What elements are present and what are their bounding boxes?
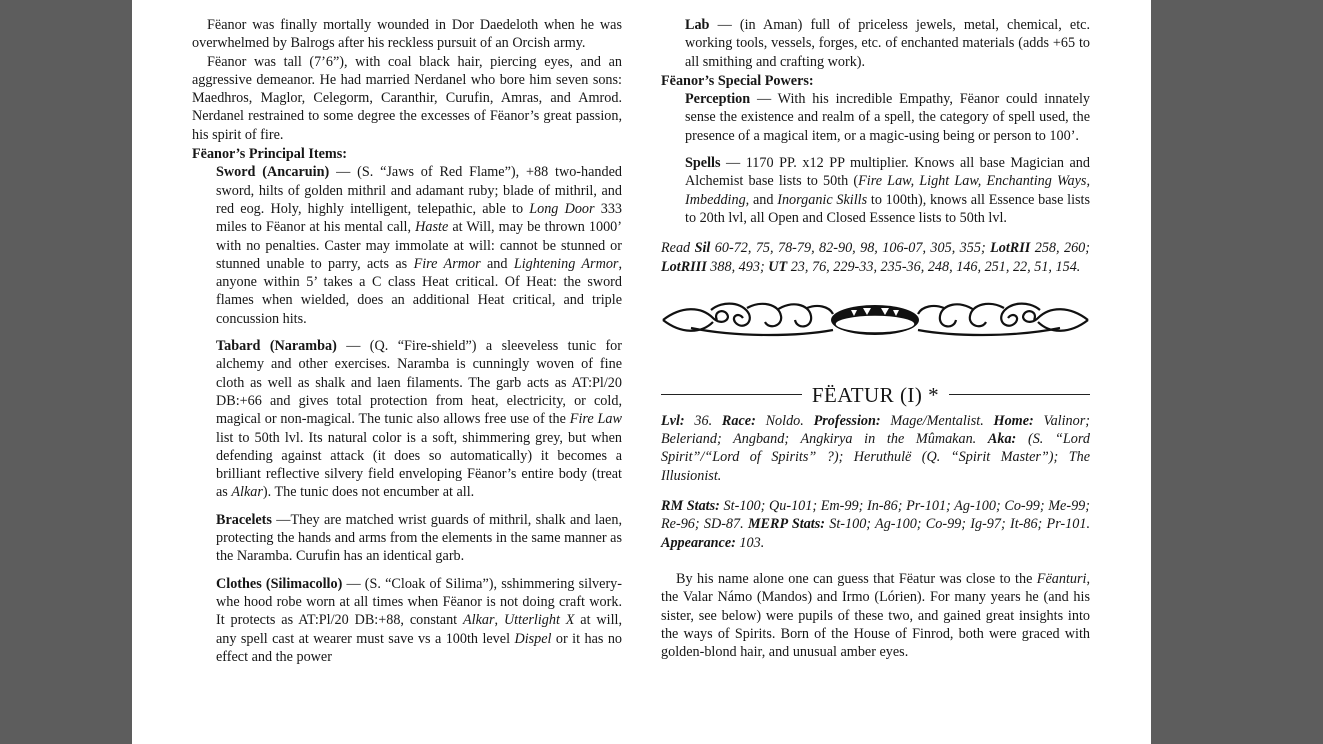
left-column <box>192 16 622 666</box>
item-name: Clothes (Silimacollo) <box>216 575 343 592</box>
item-sword: Sword (Ancaruin) — (S. “Jaws of Red Flame”), +88 two-handed sword, hilts of golden mithril and adamant ruby; blade of mithril, and red eog. Holy, highly intelligent, telepathic, able to Long Door 333 miles to Fëanor at his mental call, Haste at Will, may be thrown 1000’ with no penalties. Caster may immolate at will: cannot be stunned or stunned unable to parry, acts as Fire Armor and Lightening Armor, anyone within 5’ takes a C class Heat critical. Of Heat: the sword flames when wielded, does an additional Heat critical, and triple concussion hits. <box>216 164 623 327</box>
item-name: Bracelets <box>216 511 272 528</box>
document-page <box>132 0 1151 744</box>
item-name: Lab <box>685 17 710 33</box>
decorative-ornament-divider <box>661 298 1090 342</box>
title-rule-right <box>949 394 1090 395</box>
item-name: Spells <box>685 155 721 172</box>
item-bracelets: Bracelets —They are matched wrist guards of mithril, shalk and laen, protecting the hands and arms from the elements in the same manner as the Naramba. Curufin has an identical garb. <box>216 511 622 565</box>
item-clothes: Clothes (Silimacollo) — (S. “Cloak of Silima”), sshimmering silvery-whe hood robe worn at all times when Fëanor is not doing craft work. It protects as AT:Pl/20 DB:+88, constant Alkar, Utterlight X at will, any spell cast at wearer must save vs a 100th level Dispel or it has no effect and the power <box>216 575 623 665</box>
character-stats: RM Stats: St-100; Qu-101; Em-99; In-86; Pr-101; Ag-100; Co-99; Me-99; Re-96; SD-87. MERP Stats: St-100; Ag-100; Co-99; Ig-97; It-86; Pr-101. Appearance: 103. <box>661 498 1090 551</box>
item-name: Sword (Ancaruin) <box>216 164 330 181</box>
scroll-ornament-icon <box>661 298 1090 342</box>
power-spells: Spells — 1170 PP. x12 PP multiplier. Knows all base Magician and Alchemist base lists to 50th (Fire Law, Light Law, Enchanting Ways, Imbedding, and Inorganic Skills to 100th), knows all Essence base lists to 20th lvl, all Open and Closed Essence lists to 50th lvl. <box>685 155 1090 226</box>
item-name: Perception <box>685 91 751 108</box>
paragraph-feanor-description: Fëanor was tall (7’6”), with coal black hair, piercing eyes, and an aggressive demeanor. He had married Nerdanel who bore him seven sons: Maedhros, Maglor, Celegorm, Caranthir, Curufin, Amras, and Amrod. Nerdanel restrained to some degree the excesses of Fëanor’s great passion, his spirit of fire. <box>192 53 622 143</box>
power-perception: Perception — With his incredible Empathy, Fëanor could innately sense the existence and realm of a spell, the category of spell used, the presence of a magical item, or a magic-using being or person to 100’. <box>685 91 1090 144</box>
item-lab: Lab — (in Aman) full of priceless jewels, metal, chemical, etc. working tools, vessels, forges, etc. of enchanted materials (adds +65 to all smithing and crafting work). <box>685 17 1090 70</box>
item-name: Tabard (Naramba) <box>216 338 337 355</box>
paragraph-feanor-death: Fëanor was finally mortally wounded in Dor Daedeloth when he was overwhelmed by Balrogs after his reckless pursuit of an Orcish army. <box>192 17 622 52</box>
paragraph-featur-bio: By his name alone one can guess that Fëatur was close to the Fëanturi, the Valar Námo (Mandos) and Irmo (Lórien). For many years he (and his sister, see below) were pupils of these two, and gained great insights into the ways of Spirits. Born of the House of Finrod, both were graced with golden-blond hair, and unusual amber eyes. <box>661 570 1090 661</box>
heading-special-powers: Fëanor’s Special Powers: <box>661 72 814 89</box>
section-title: FËATUR (I) * <box>811 382 940 407</box>
reading-references: Read Sil 60-72, 75, 78-79, 82-90, 98, 106-07, 305, 355; LotRII 258, 260; LotRIII 388, 493; UT 23, 76, 229-33, 235-36, 248, 146, 251, 22, 51, 154. <box>661 240 1090 275</box>
section-title-row <box>661 380 1090 410</box>
right-column <box>661 16 1090 661</box>
character-summary: Lvl: 36. Race: Noldo. Profession: Mage/Mentalist. Home: Valinor; Beleriand; Angband; Angkirya in the Mûmakan. Aka: (S. “Lord Spirit”/“Lord of Spirits” ?); Heruthulë (Q. “Spirit Master”); The Illusionist. <box>661 412 1090 484</box>
heading-principal-items: Fëanor’s Principal Items: <box>192 146 347 163</box>
title-rule-left <box>661 394 802 395</box>
item-tabard: Tabard (Naramba) — (Q. “Fire-shield”) a sleeveless tunic for alchemy and other exercises. Naramba is cunningly woven of fine cloth as well as shalk and laen filaments. The garb acts as AT:Pl/20 DB:+66 and gives total protection from heat, electricity, or cold, magical or non-magical. The tunic also allows free use of the Fire Law list to 50th lvl. Its natural color is a soft, shimmering grey, but when defending against attack (it does so automatically) it becomes a brilliant reflective silvery field enveloping Fëanor’s entire body (treat as Alkar). The tunic does not encumber at all. <box>216 338 622 501</box>
